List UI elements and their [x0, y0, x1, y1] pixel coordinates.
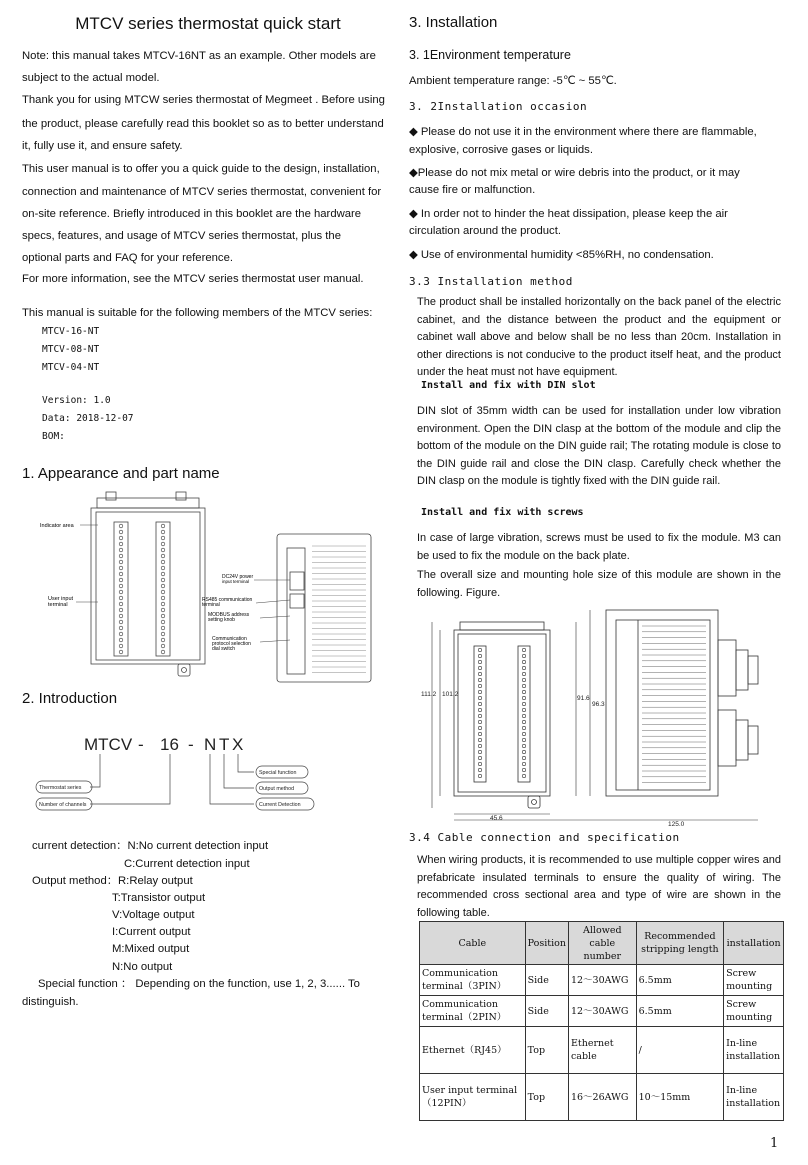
leader-line	[260, 640, 290, 642]
intro-line: For more information, see the MTCV series thermostat user manual.	[22, 273, 364, 285]
terminal-pin	[478, 690, 481, 693]
table-cell: Side	[525, 996, 568, 1027]
terminal-pin	[161, 626, 165, 630]
terminal-pin	[522, 666, 525, 669]
rs485-label: RS485 communication	[202, 597, 253, 603]
terminal-pin	[119, 626, 123, 630]
terminal-pin	[478, 672, 481, 675]
terminal-pin	[522, 726, 525, 729]
terminal-pin	[119, 632, 123, 636]
bullet-line: ◆ Use of environmental humidity <85%RH, no condensation.	[409, 249, 714, 261]
table-cell: In-line installation	[724, 1074, 784, 1121]
din-heading: Install and fix with DIN slot	[421, 380, 596, 391]
table-cell: Communication terminal（2PIN）	[420, 996, 526, 1027]
dimension-label: 125.0	[668, 821, 685, 828]
terminal-pin	[161, 572, 165, 576]
terminal-pin	[478, 720, 481, 723]
dimension-label: 96.3	[592, 701, 605, 708]
option-line: I:Current output	[112, 926, 191, 938]
intro-line: optional parts and FAQ for your reference.	[22, 252, 233, 264]
terminal-pin	[119, 620, 123, 624]
terminal-pin	[522, 696, 525, 699]
option-line: T:Transistor output	[112, 892, 206, 904]
table-cell: 6.5mm	[636, 996, 724, 1027]
terminal-pin	[478, 660, 481, 663]
number-of-channels-label: Number of channels	[39, 802, 87, 808]
terminal-pin	[478, 750, 481, 753]
terminal-pin	[161, 620, 165, 624]
overall-size-paragraph: The overall size and mounting hole size of this module are shown in the following. Figure.	[417, 569, 781, 599]
terminal-pin	[161, 566, 165, 570]
terminal-pin	[522, 702, 525, 705]
option-line: C:Current detection input	[124, 858, 250, 870]
comm-protocol-label: Communication	[212, 636, 247, 642]
dimension-lines	[432, 610, 758, 820]
intro-line: subject to the actual model.	[22, 72, 160, 84]
table-header-cell: Cable	[420, 922, 526, 965]
terminal-pin	[478, 678, 481, 681]
table-header-row	[420, 922, 784, 965]
indicator-area-label: Indicator area	[40, 523, 74, 529]
front-view-pins	[478, 648, 525, 777]
model-item: MTCV-08-NT	[42, 344, 100, 355]
terminal-pin	[161, 644, 165, 648]
model-item: MTCV-04-NT	[42, 362, 100, 373]
table-row	[420, 965, 784, 996]
terminal-pin	[522, 756, 525, 759]
terminal-pin	[119, 542, 123, 546]
terminal-pin	[161, 548, 165, 552]
table-cell: Top	[525, 1074, 568, 1121]
terminal-pin	[161, 584, 165, 588]
section-3-2-heading: 3. 2Installation occasion	[409, 100, 588, 113]
terminal-pin	[161, 614, 165, 618]
table-row	[420, 996, 784, 1027]
section-3-3-heading: 3.3 Installation method	[409, 275, 573, 288]
table-cell: 6.5mm	[636, 965, 724, 996]
thermostat-series-label: Thermostat series	[39, 785, 82, 791]
module-side-drawing	[277, 534, 371, 682]
code-x: X	[232, 735, 244, 754]
terminal-pin	[522, 720, 525, 723]
terminal-pin	[478, 684, 481, 687]
table-cell: Side	[525, 965, 568, 996]
intro-line: it, fully use it, and ensure safety.	[22, 140, 183, 152]
intro-line: This user manual is to offer you a quick guide to the design, installation,	[22, 163, 380, 175]
bullet-line: ◆Please do not mix metal or wire debris into the product, or it may	[409, 167, 740, 179]
terminal-pin	[161, 650, 165, 654]
terminal-pin	[522, 732, 525, 735]
cable-paragraph: When wiring products, it is recommended to use multiple copper wires and prefabricate insulated terminals to ensure the quality of wiring. The recommended cross sectional area and type of wire are shown in the following table.	[417, 854, 781, 919]
table-row	[420, 1074, 784, 1121]
code-mtcv: MTCV	[84, 735, 133, 754]
table-cell: 12～30AWG	[568, 996, 636, 1027]
ambient-text: Ambient temperature range: -5℃ ~ 55℃.	[409, 75, 617, 87]
intro-line: the product, please carefully read this booklet so as to better understand	[22, 118, 384, 130]
intro-line: on-site reference. Briefly introduced in this booklet are the hardware	[22, 208, 362, 220]
din-paragraph: DIN slot of 35mm width can be used for installation under low vibration environment. Open the DIN clasp at the bottom of the module and clip the bottom of the module on the DIN guide rail; The rotating module is close to the DIN guide rail and close the DIN clasp. Carefully check whether the DIN clasp on the module is tightly fixed with the DIN guide rail.	[417, 405, 781, 487]
screw-heading: Install and fix with screws	[421, 507, 584, 518]
terminal-pin	[522, 690, 525, 693]
section-2-heading: 2. Introduction	[22, 690, 118, 707]
terminal-pin	[119, 608, 123, 612]
terminal-pin	[522, 708, 525, 711]
terminal-pin	[478, 738, 481, 741]
table-cell: Ethernet cable	[568, 1027, 636, 1074]
terminal-pin	[522, 654, 525, 657]
code-t: T	[219, 735, 230, 754]
table-cell: 12～30AWG	[568, 965, 636, 996]
terminal-pin	[119, 602, 123, 606]
output-method-label: Output method	[259, 786, 295, 792]
model-code-diagram	[30, 730, 330, 820]
terminal-pin	[478, 756, 481, 759]
terminal-pin	[478, 744, 481, 747]
section-3-1-heading: 3. 1Environment temperature	[409, 48, 571, 62]
terminal-pin	[119, 638, 123, 642]
rs485-label: terminal	[202, 602, 220, 608]
terminal-pin	[119, 644, 123, 648]
terminal-pin	[478, 702, 481, 705]
current-detection-label: Current Detection	[259, 802, 301, 808]
terminal-pin	[161, 596, 165, 600]
bullet-line: ◆ Please do not use it in the environment where there are flammable,	[409, 126, 757, 138]
leader-line	[256, 600, 290, 603]
option-line: current detection：N:No current detection input	[32, 840, 269, 852]
document-title: MTCV series thermostat quick start	[75, 14, 341, 33]
bullet-line: cause fire or malfunction.	[409, 184, 536, 196]
terminal-pin	[478, 762, 481, 765]
terminal-pin	[119, 584, 123, 588]
section-3-4-heading: 3.4 Cable connection and specification	[409, 831, 680, 844]
bullet-line: circulation around the product.	[409, 225, 561, 237]
dc24v-label: DC24V power	[222, 574, 254, 580]
bullet-line: explosive, corrosive gases or liquids.	[409, 144, 593, 156]
table-header-cell: Position	[525, 922, 568, 965]
intro-line: connection and maintenance of MTCV series thermostat, convenient for	[22, 186, 382, 198]
option-line: N:No output	[112, 961, 173, 973]
terminal-pin	[522, 648, 525, 651]
terminal-pin	[478, 768, 481, 771]
model-item: MTCV-16-NT	[42, 326, 100, 337]
bullet-line: ◆ In order not to hinder the heat dissipation, please keep the air	[409, 208, 728, 220]
terminal-pin	[161, 608, 165, 612]
terminal-pin	[478, 726, 481, 729]
modbus-label: setting knob	[208, 617, 235, 623]
side-view	[606, 610, 758, 796]
terminal-pin	[478, 654, 481, 657]
special-function-text: Special function ： Depending on the function, use 1, 2, 3...... To	[38, 978, 360, 990]
dimension-label: 101.2	[442, 691, 459, 698]
modbus-label: MODBUS address	[208, 612, 250, 618]
dimension-figure	[418, 600, 784, 828]
table-cell: Screw mounting	[724, 965, 784, 996]
comm-protocol-label: dial switch	[212, 646, 236, 652]
table-cell: /	[636, 1027, 724, 1074]
terminal-pins	[119, 524, 165, 654]
terminal-pin	[119, 572, 123, 576]
option-line: Output method：R:Relay output	[32, 875, 193, 887]
table-header-cell: Allowed cable number	[568, 922, 636, 965]
terminal-pin	[478, 774, 481, 777]
terminal-pin	[478, 732, 481, 735]
intro-line: Note: this manual takes MTCV-16NT as an example. Other models are	[22, 50, 376, 62]
dc24v-label: input terminal	[222, 579, 250, 584]
table-cell: User input terminal（12PIN）	[420, 1074, 526, 1121]
screw-paragraph: In case of large vibration, screws must be used to fix the module. M3 can be used to fix the module on the back plate.	[417, 532, 781, 562]
user-input-label: User input	[48, 596, 74, 602]
terminal-pin	[119, 536, 123, 540]
page-number: 1	[770, 1136, 779, 1151]
front-view	[454, 622, 550, 808]
option-line: M:Mixed output	[112, 943, 190, 955]
date-text: Data: 2018-12-07	[42, 413, 134, 424]
table-cell: Ethernet（RJ45）	[420, 1027, 526, 1074]
terminal-pin	[161, 530, 165, 534]
table-cell: 10～15mm	[636, 1074, 724, 1121]
terminal-pin	[478, 708, 481, 711]
terminal-pin	[522, 774, 525, 777]
option-line: V:Voltage output	[112, 909, 195, 921]
code-dash: -	[138, 735, 144, 754]
table-cell: Communication terminal（3PIN）	[420, 965, 526, 996]
terminal-pin	[161, 632, 165, 636]
terminal-pin	[119, 566, 123, 570]
terminal-pin	[478, 666, 481, 669]
terminal-pin	[522, 714, 525, 717]
terminal-pin	[522, 672, 525, 675]
terminal-pin	[522, 768, 525, 771]
side-view-vents	[642, 626, 706, 783]
terminal-pin	[161, 578, 165, 582]
terminal-pin	[119, 560, 123, 564]
user-input-label: terminal	[48, 602, 68, 608]
leader-line	[260, 616, 290, 618]
terminal-pin	[119, 548, 123, 552]
terminal-pin	[478, 696, 481, 699]
terminal-pin	[522, 762, 525, 765]
terminal-pin	[161, 524, 165, 528]
dimension-label: 45.6	[490, 815, 503, 822]
cable-spec-table	[419, 921, 784, 1121]
terminal-pin	[161, 560, 165, 564]
terminal-pin	[161, 602, 165, 606]
terminal-pin	[522, 660, 525, 663]
terminal-pin	[522, 750, 525, 753]
bom-text: BOM:	[42, 431, 65, 442]
terminal-pin	[161, 536, 165, 540]
terminal-pin	[119, 530, 123, 534]
version-text: Version: 1.0	[42, 395, 111, 406]
table-header-cell: Recommended stripping length	[636, 922, 724, 965]
dimension-label: 91.6	[577, 695, 590, 702]
appearance-figure	[36, 490, 392, 690]
comm-protocol-label: protocol selection	[212, 641, 251, 647]
intro-line: specs, features, and usage of MTCV series thermostat, plus the	[22, 230, 341, 242]
code-number: 16	[160, 735, 179, 754]
terminal-pin	[119, 524, 123, 528]
code-n: N	[204, 735, 217, 754]
table-cell: In-line installation	[724, 1027, 784, 1074]
terminal-pin	[522, 678, 525, 681]
terminal-pin	[161, 542, 165, 546]
terminal-pin	[161, 638, 165, 642]
terminal-pin	[478, 648, 481, 651]
table-cell: 16～26AWG	[568, 1074, 636, 1121]
section-3-heading: 3. Installation	[409, 14, 498, 31]
terminal-pin	[119, 614, 123, 618]
section-1-heading: 1. Appearance and part name	[22, 465, 220, 482]
code-dash: -	[188, 735, 194, 754]
dimension-label: 111.2	[421, 691, 437, 698]
special-function-text: distinguish.	[22, 996, 79, 1008]
terminal-pin	[161, 554, 165, 558]
module-front-drawing	[91, 492, 205, 676]
method-paragraph: The product shall be installed horizontally on the back panel of the electric cabinet, and the distance between the product and the equipment or cabinet wall above and below shall be no less than 20cm. Installation in other directions is not conducive to the product itself heat, and the product under the heat must not have equipment.	[417, 296, 781, 378]
terminal-pin	[522, 744, 525, 747]
intro-line: Thank you for using MTCW series thermostat of Megmeet . Before using	[22, 94, 385, 106]
terminal-pin	[119, 596, 123, 600]
terminal-pin	[522, 684, 525, 687]
vent-lines	[312, 546, 366, 673]
terminal-pin	[522, 738, 525, 741]
terminal-pin	[119, 554, 123, 558]
table-cell: Screw mounting	[724, 996, 784, 1027]
terminal-pin	[119, 650, 123, 654]
terminal-pin	[478, 714, 481, 717]
terminal-pin	[161, 590, 165, 594]
special-function-label: Special function	[259, 770, 297, 776]
terminal-pin	[119, 578, 123, 582]
table-header-cell: installation	[724, 922, 784, 965]
terminal-pin	[119, 590, 123, 594]
table-cell: Top	[525, 1027, 568, 1074]
suitable-line: This manual is suitable for the following members of the MTCV series:	[22, 307, 373, 319]
table-row	[420, 1027, 784, 1074]
